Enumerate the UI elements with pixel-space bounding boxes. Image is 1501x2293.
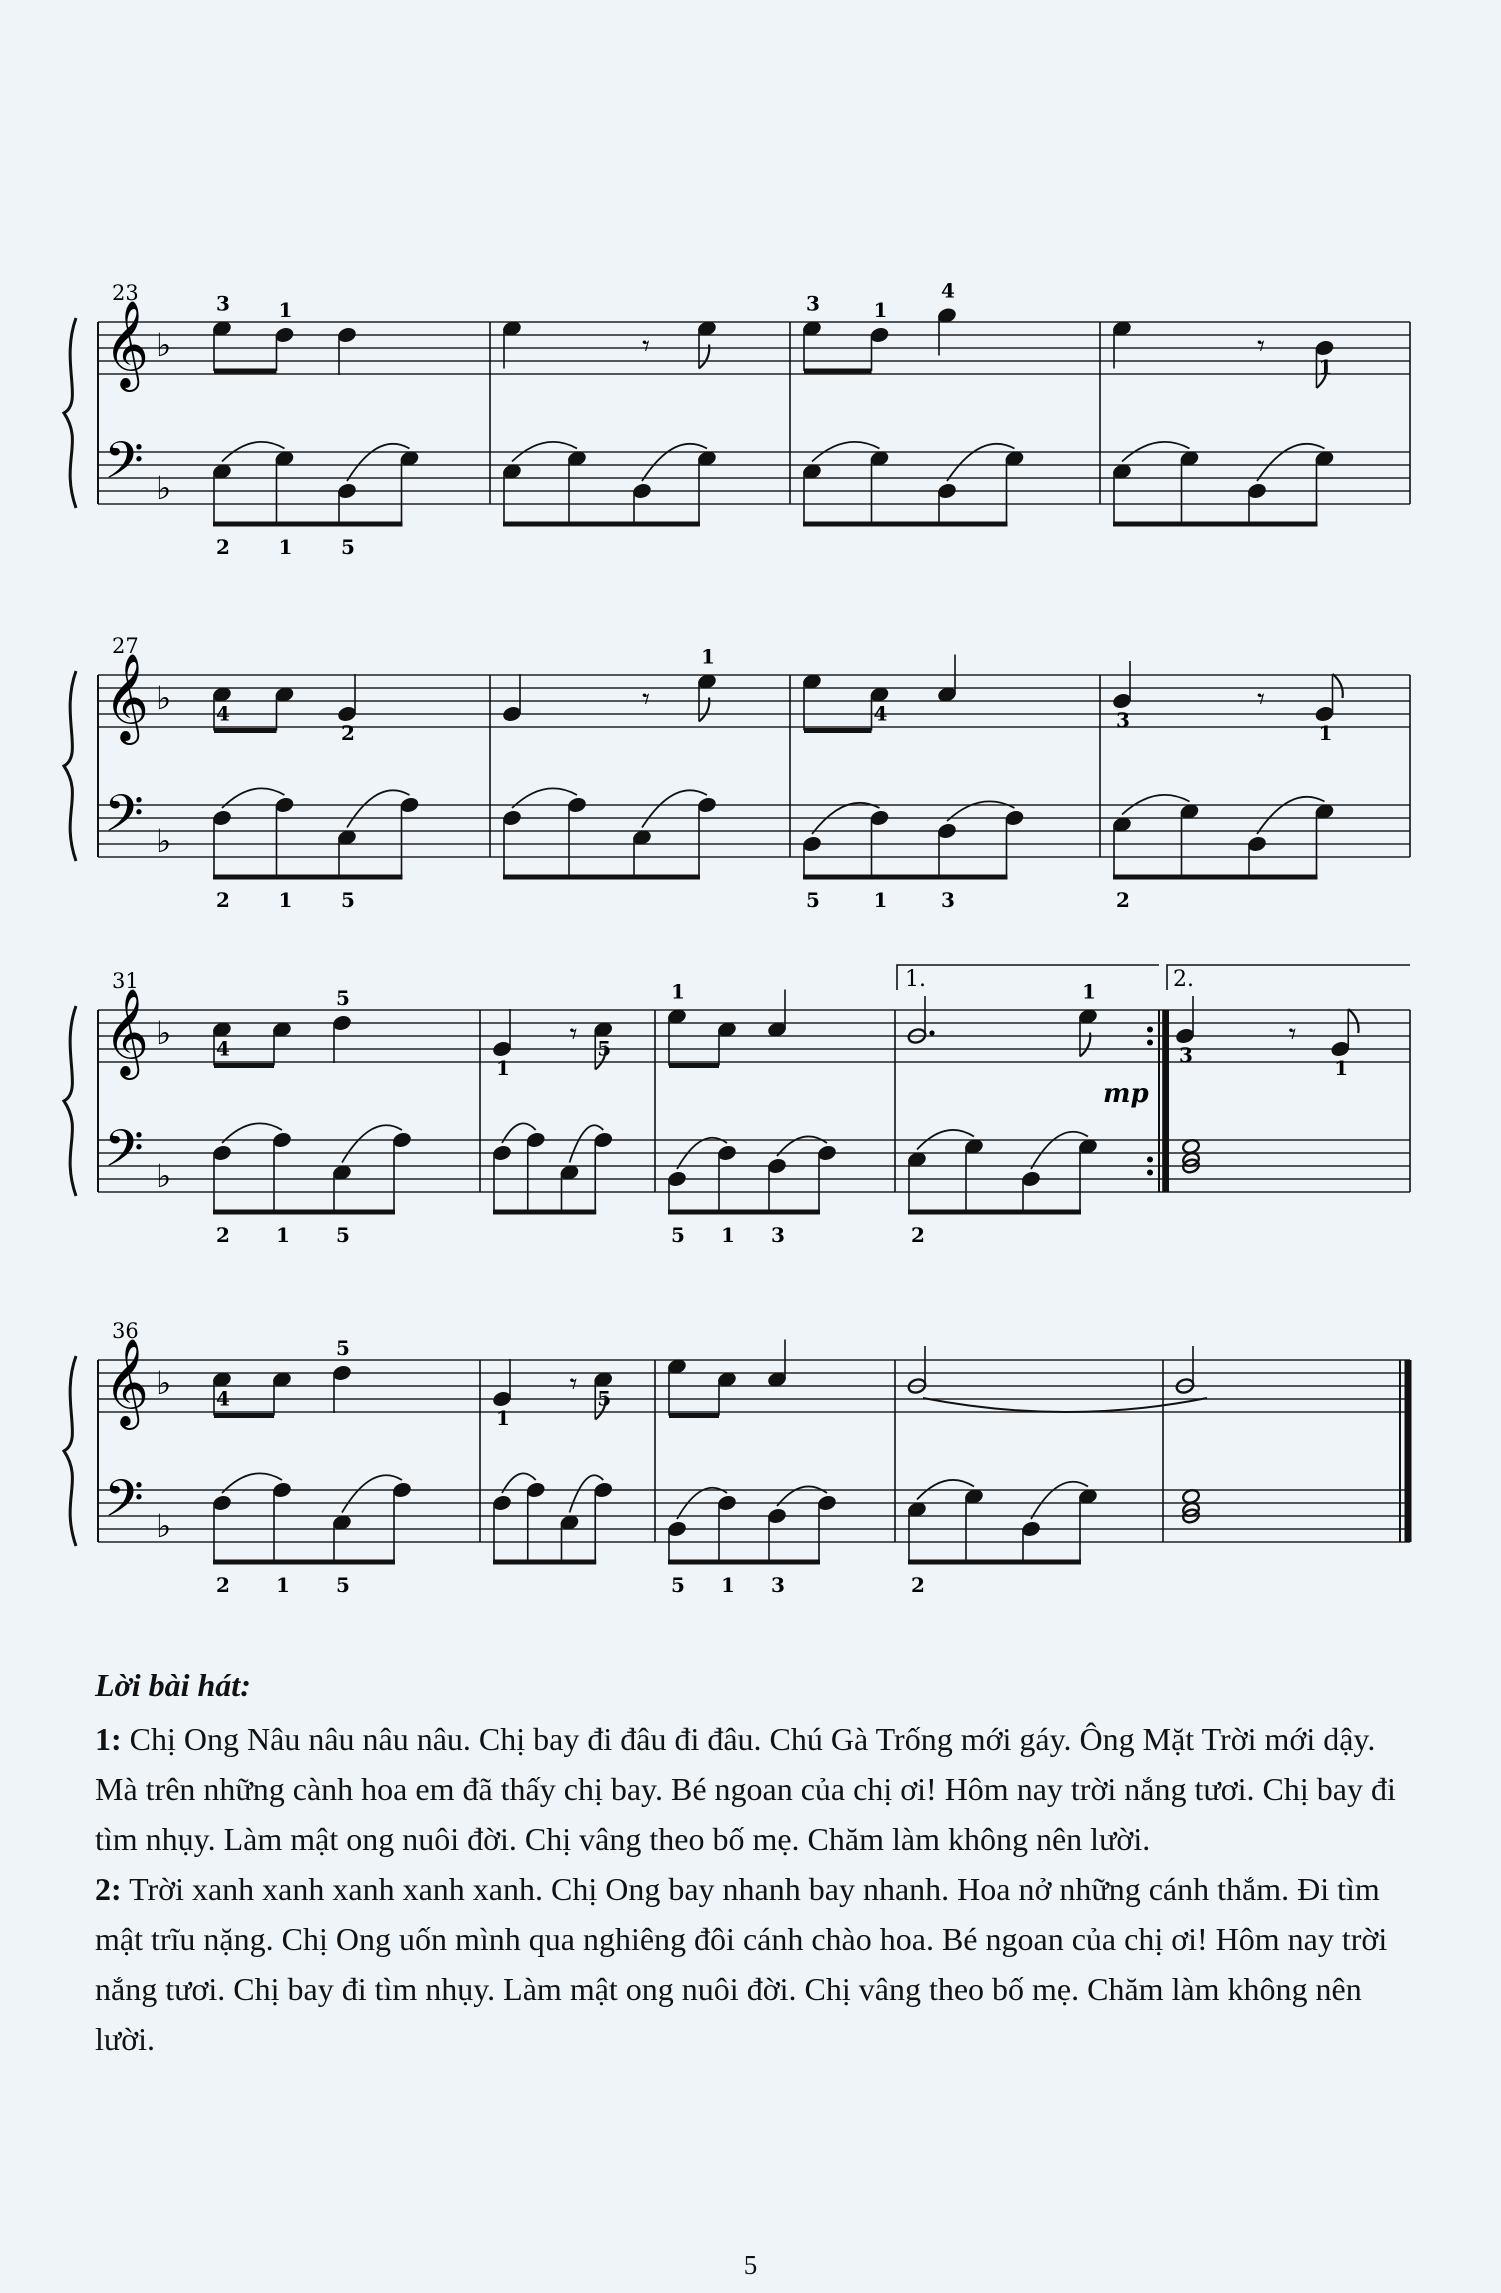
eighth-rest: 𝄾 [642,682,650,717]
fingering-number: 5 [671,1573,685,1597]
fingering-number: 4 [873,701,888,726]
brace [64,1006,76,1196]
slur [347,790,410,827]
note-head [332,1014,352,1031]
bass-clef: 𝄢 [104,1468,144,1541]
slur [1257,444,1325,481]
repeat-dot [1147,1040,1153,1046]
measure-number: 36 [112,1319,139,1343]
fingering-number: 1 [721,1223,735,1247]
fingering-number: 3 [771,1573,785,1597]
note-head [274,326,294,343]
key-signature-flat: ♭ [156,469,172,507]
dot [929,1030,934,1035]
fingering-number: 5 [597,1386,612,1411]
verse-number: 2: [95,1871,122,1907]
fingering-number: 1 [1318,721,1333,745]
note-head [1021,1520,1041,1537]
eighth-rest: 𝄾 [642,329,650,364]
key-signature-flat: ♭ [156,1507,172,1545]
fingering-number: 5 [806,888,820,912]
slur [947,444,1015,481]
fingering-number: 5 [341,535,355,559]
verse-text: Trời xanh xanh xanh xanh xanh. Chị Ong bay nhanh bay nhanh. Hoa nở những cánh thắm. Đi tìm mật trĩu nặng. Chị Ong uốn mình qua nghiêng đôi cánh chào hoa. Bé ngoan của chị ơi! Hôm nay trời nắng tươi. Chị bay đi tìm nhụy. Làm mật ong nuôi đời. Chị vâng theo bố mẹ. Chăm làm không nên lười. [95,1871,1388,2057]
fingering-number: 2 [341,721,355,745]
measure-number: 31 [112,969,139,993]
flag [1348,1009,1358,1033]
fingering-number: 1 [278,888,293,912]
note-head [717,1144,737,1161]
fingering-number: 1 [1334,1056,1349,1080]
fingering-number: 1 [701,644,715,669]
fingering-number: 1 [278,535,293,559]
note-head [802,835,822,852]
slur [342,1125,402,1162]
note-head [332,1364,352,1381]
fingering-number: 3 [941,888,955,912]
eighth-rest: 𝄾 [569,1017,578,1052]
note-head [212,809,232,826]
slur [642,444,707,481]
note-head [937,822,957,839]
note-head [212,1494,232,1511]
key-signature-flat: ♭ [156,1014,172,1052]
key-signature-flat: ♭ [156,1364,172,1402]
dynamic-marking: mp [1103,1079,1149,1109]
eighth-rest: 𝄾 [1257,329,1265,364]
volta-bracket-2 [1167,965,1410,990]
note-head [1247,482,1267,499]
verse-number: 1: [95,1721,122,1757]
note-head [1004,809,1024,826]
note-head [869,809,889,826]
fingering-number: 2 [1116,888,1130,912]
fingering-number: 3 [806,291,820,316]
note-head [1247,835,1267,852]
eighth-rest: 𝄾 [1257,682,1265,717]
treble-clef: 𝄞 [104,987,149,1076]
measure-number: 27 [112,634,139,658]
note-head [212,1144,232,1161]
fingering-number: 1 [496,1056,510,1080]
eighth-rest: 𝄾 [569,1367,578,1402]
fingering-number: 5 [336,1336,350,1360]
note-head [667,1520,687,1537]
fingering-number: 4 [941,278,955,303]
key-signature-flat: ♭ [156,679,172,717]
note-head [492,1144,512,1161]
fingering-number: 1 [276,1573,290,1597]
note-head [593,1481,613,1498]
lyrics-verse-2 [95,1864,1425,2064]
note-head [502,705,522,722]
fingering-number: 1 [1082,979,1096,1004]
note-head [717,1494,737,1511]
slur [1257,797,1325,834]
lyrics-verse-1 [95,1714,1425,1864]
note-head [817,1494,837,1511]
fingering-number: 1 [1318,355,1333,379]
fingering-number: 1 [276,1223,290,1247]
note-head [337,326,357,343]
note-head [632,482,652,499]
treble-clef: 𝄞 [104,652,149,741]
bass-clef: 𝄢 [104,783,144,856]
treble-clef: 𝄞 [104,299,149,388]
note-head [272,1481,292,1498]
slur [642,790,707,827]
key-signature-flat: ♭ [156,1157,172,1195]
fingering-number: 1 [721,1573,735,1597]
note-head [937,482,957,499]
note-head [274,796,294,813]
lyrics-section [95,1660,1425,2064]
slur [342,1475,402,1512]
volta-1-label: 1. [905,967,926,992]
fingering-number: 3 [216,291,230,316]
fingering-number: 2 [911,1573,925,1597]
staff-system [64,634,1410,912]
fingering-number: 2 [911,1223,925,1247]
eighth-rest: 𝄾 [1288,1017,1297,1052]
fingering-number: 5 [597,1036,612,1061]
fingering-number: 2 [216,535,230,559]
repeat-dot [1147,1170,1153,1176]
brace [64,318,76,508]
fingering-number: 4 [216,701,230,726]
fingering-number: 1 [873,888,888,912]
fingering-number: 1 [873,298,888,322]
note-head [767,1157,787,1174]
fingering-number: 5 [336,986,350,1010]
fingering-number: 4 [216,1386,230,1411]
bass-clef: 𝄢 [104,1118,144,1191]
fingering-number: 3 [1179,1043,1193,1067]
note-head [526,1481,546,1498]
note-head [817,1144,837,1161]
note-head [593,1131,613,1148]
staff-system [64,965,1410,1247]
fingering-number: 1 [278,298,293,322]
note-head [526,1131,546,1148]
note-head [667,1170,687,1187]
note-head [399,796,419,813]
verse-text: Chị Ong Nâu nâu nâu nâu. Chị bay đi đâu đi đâu. Chú Gà Trống mới gáy. Ông Mặt Trời mới dậy. Mà trên những cành hoa em đã thấy chị bay. Bé ngoan của chị ơi! Hôm nay trời nắng tươi. Chị bay đi tìm nhụy. Làm mật ong nuôi đời. Chị vâng theo bố mẹ. Chăm làm không nên lười. [95,1721,1396,1857]
brace [64,1356,76,1546]
note-head [392,1131,412,1148]
flag [1333,674,1343,698]
staff-system [64,279,1410,560]
note-head [1021,1170,1041,1187]
fingering-number: 1 [671,979,685,1004]
note-head [272,1131,292,1148]
note-head [869,326,889,343]
fingering-number: 2 [216,1223,230,1247]
fingering-number: 3 [1116,708,1130,732]
volta-bracket-1 [897,965,1159,990]
note-head [697,796,717,813]
fingering-number: 1 [496,1406,510,1430]
measure-number: 23 [112,281,139,305]
page-number: 5 [743,2250,758,2280]
staff-system [64,1319,1410,1597]
fingering-number: 5 [336,1223,350,1247]
repeat-dot [1147,1157,1153,1163]
fingering-number: 5 [336,1573,350,1597]
fingering-number: 3 [771,1223,785,1247]
fingering-number: 5 [341,888,355,912]
treble-clef: 𝄞 [104,1337,149,1426]
tie [923,1398,1207,1412]
note-head [492,1494,512,1511]
volta-2-label: 2. [1173,967,1194,992]
fingering-number: 2 [216,1573,230,1597]
fingering-number: 5 [671,1223,685,1247]
key-signature-flat: ♭ [156,822,172,860]
bass-clef: 𝄢 [104,430,144,503]
brace [64,671,76,861]
note-head [337,482,357,499]
fingering-number: 4 [216,1036,230,1061]
key-signature-flat: ♭ [156,326,172,364]
lyrics-heading: Lời bài hát: [95,1667,251,1703]
slur [347,444,410,481]
note-head [767,1507,787,1524]
note-head [392,1481,412,1498]
fingering-number: 2 [216,888,230,912]
repeat-dot [1147,1027,1153,1033]
note-head [567,796,587,813]
note-head [502,809,522,826]
